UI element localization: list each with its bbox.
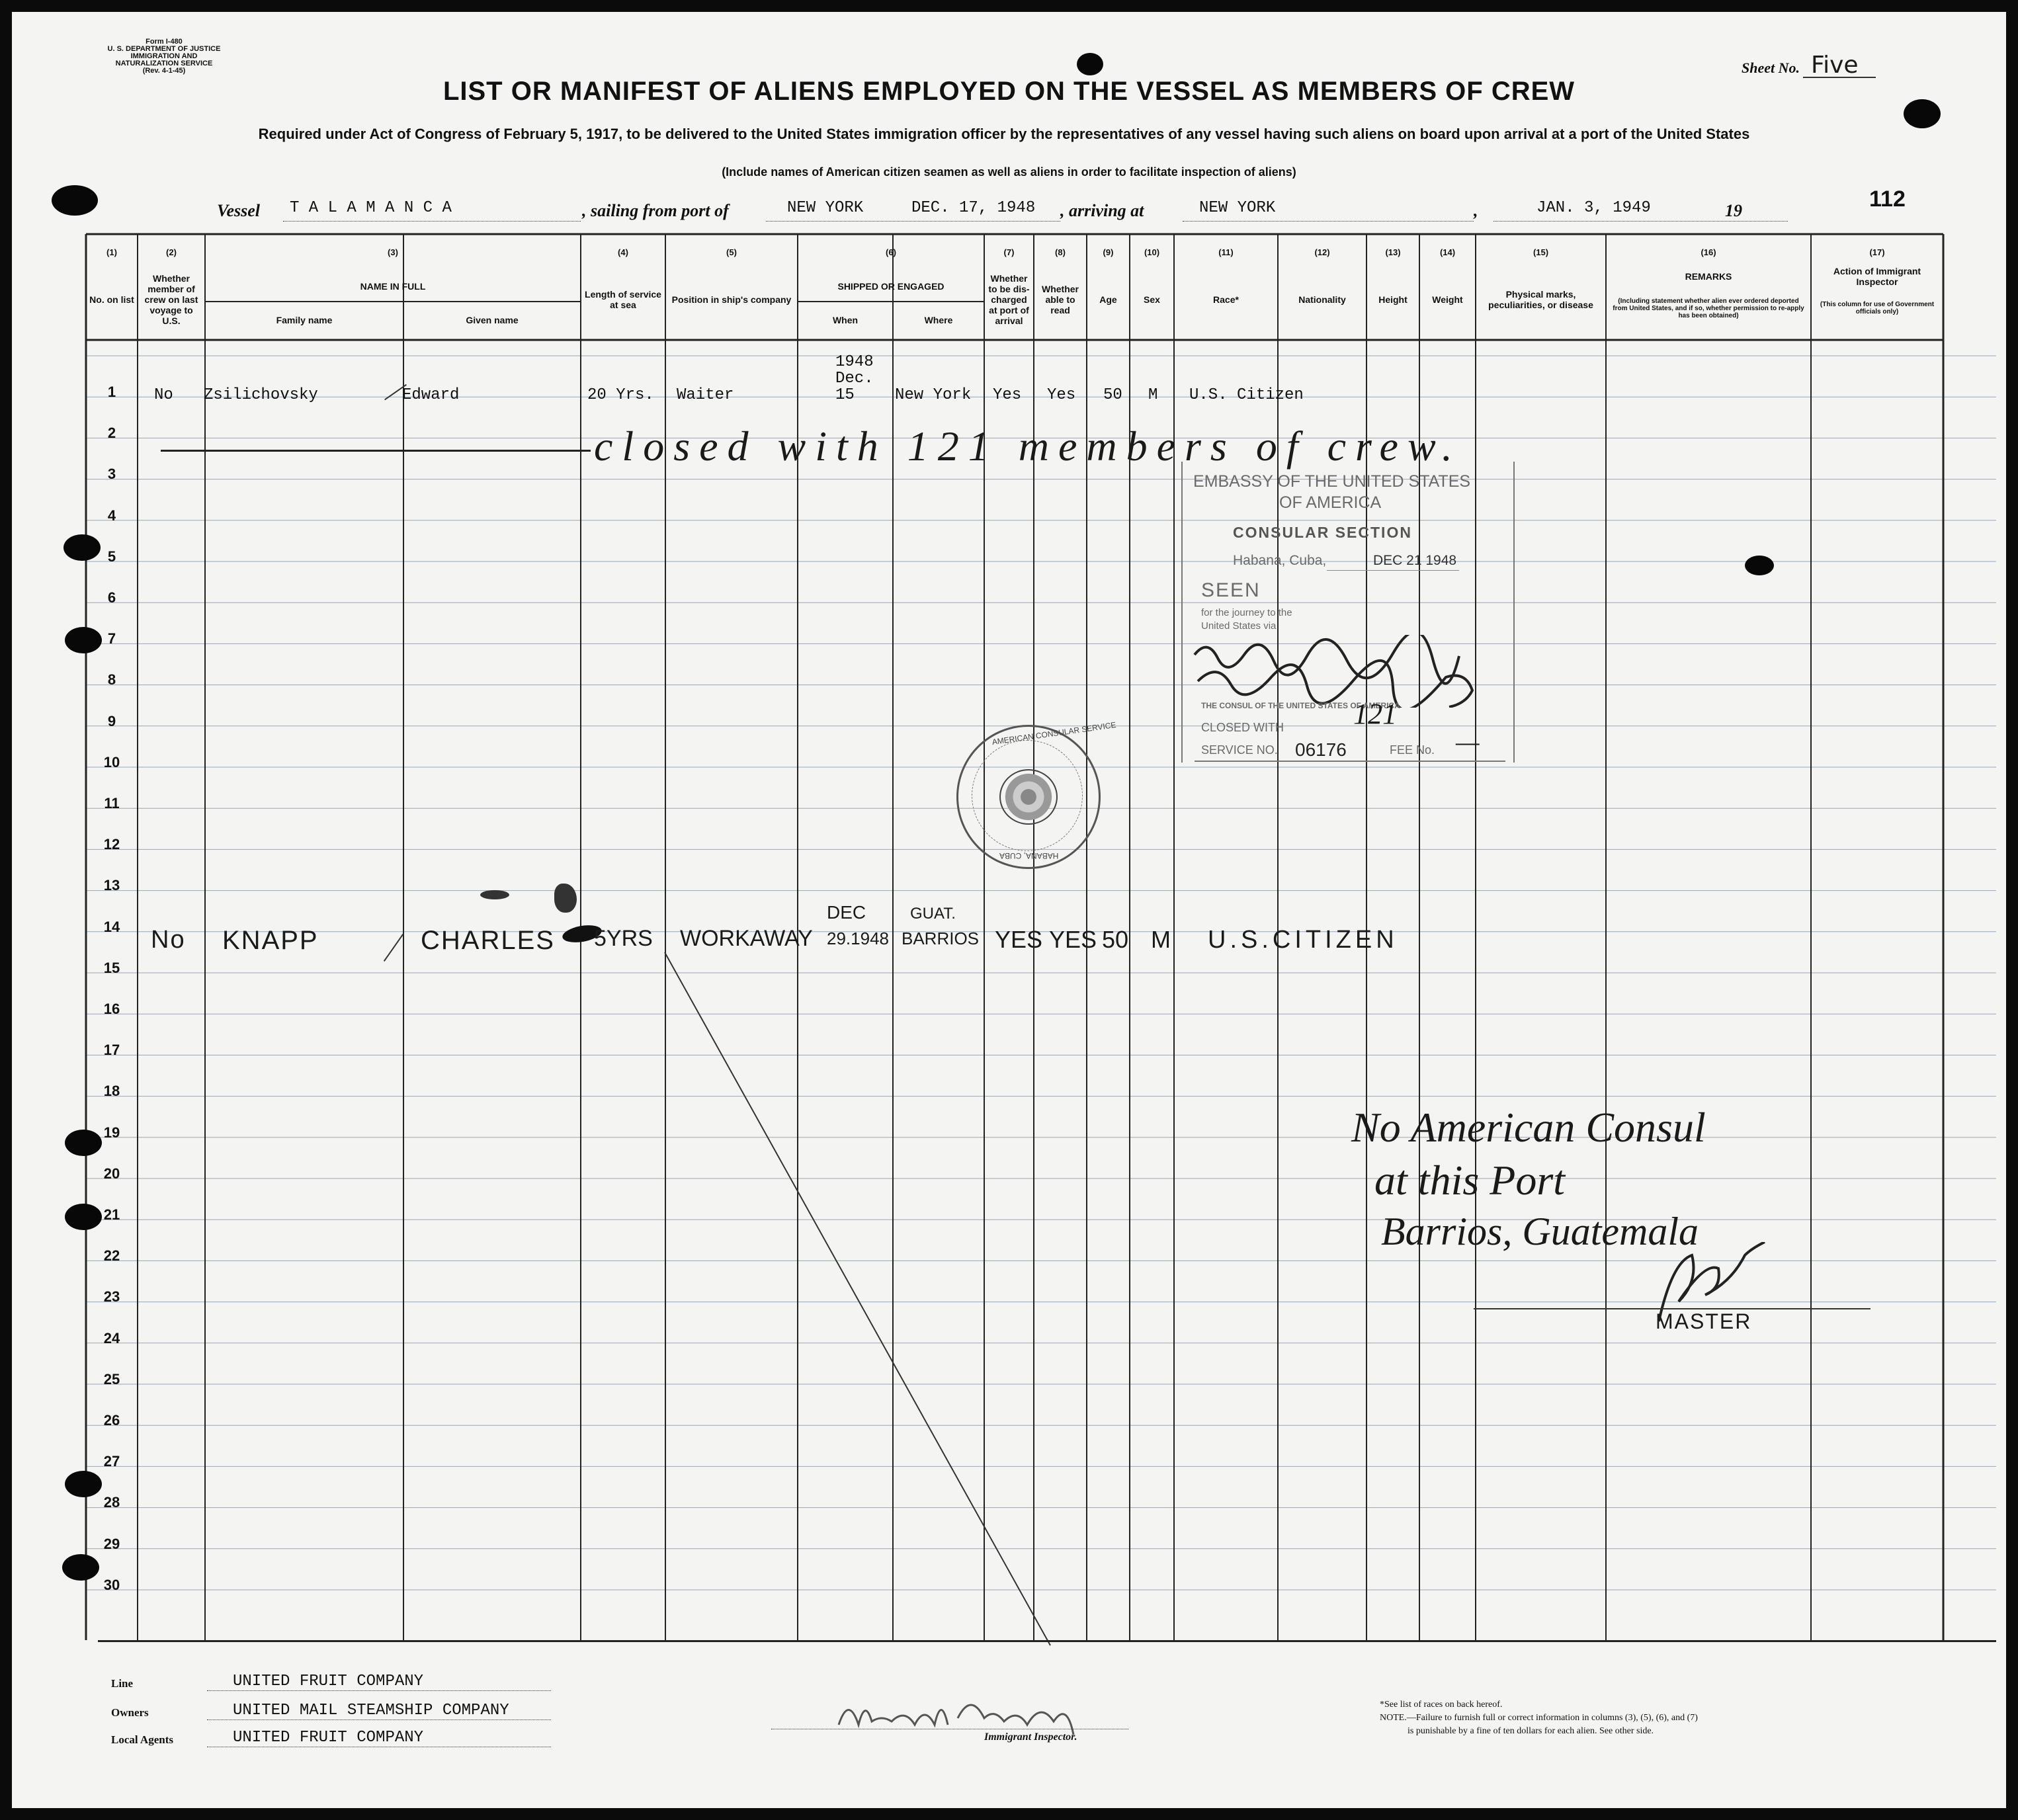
vessel-label: Vessel xyxy=(217,201,260,220)
column-header: Whether member of crew on last voyage to U.S. xyxy=(144,273,198,326)
owners-underline xyxy=(207,1719,551,1720)
row-number: 30 xyxy=(103,1576,120,1593)
stamp-line3: CONSULAR SECTION xyxy=(1233,524,1412,541)
stamp-service-no: 06176 xyxy=(1295,739,1347,760)
stamp-bottom-line xyxy=(1195,761,1505,762)
revision-date: (Rev. 4-1-45) xyxy=(142,67,186,75)
column-header: NAME IN FULL xyxy=(360,281,426,292)
row1-where: New York xyxy=(895,386,972,404)
row-number: 20 xyxy=(103,1165,120,1182)
row-number: 10 xyxy=(103,753,120,770)
column-number: (4) xyxy=(618,247,628,257)
row1-when-month: Dec. xyxy=(835,370,874,388)
stamp-date-underline xyxy=(1327,570,1459,571)
column-header: Nationality xyxy=(1298,294,1346,305)
row-number: 2 xyxy=(107,425,116,442)
column-header: No. on list xyxy=(89,294,134,305)
row1-when-day: 15 xyxy=(835,386,855,404)
column-subheader: Family name xyxy=(276,315,333,325)
punch-hole xyxy=(1904,99,1941,128)
stray-pen-line xyxy=(663,951,1060,1652)
master-label: MASTER xyxy=(1656,1309,1752,1333)
row-number: 1 xyxy=(107,384,116,400)
closing-line xyxy=(161,450,591,452)
seal-bottom-text: HABANA, CUBA xyxy=(999,851,1059,860)
sailing-underline xyxy=(766,221,1060,222)
owners-label: Owners xyxy=(111,1706,149,1719)
column-header-note: (Including statement whether alien ever ordered deported from United States, and if so, whether permission to re-apply has been obtained) xyxy=(1613,297,1804,319)
row14-given-name: CHARLES xyxy=(421,926,555,955)
row1-when-year: 1948 xyxy=(835,353,874,371)
arriving-port: NEW YORK xyxy=(1199,199,1276,217)
row-number: 4 xyxy=(107,507,116,524)
column-header-note: (This column for use of Government officials only) xyxy=(1820,301,1935,315)
row-number: 29 xyxy=(103,1535,120,1552)
row-number: 8 xyxy=(107,671,116,688)
column-number: (11) xyxy=(1218,247,1234,257)
form-subtitle: Required under Act of Congress of February 5, 1917, to be delivered to the United States immigration officer by the representatives of any vessel having such aliens on board upon arrival at a port of the United States xyxy=(258,126,1750,142)
row14-discharged: YES xyxy=(995,926,1043,953)
row1-discharged: Yes xyxy=(993,386,1022,404)
sailing-label: , sailing from port of xyxy=(582,201,729,220)
row-number: 27 xyxy=(103,1453,120,1470)
row-number: 3 xyxy=(107,466,116,483)
service-name: IMMIGRATION AND NATURALIZATION SERVICE xyxy=(115,52,213,67)
seal-outer-text: AMERICAN CONSULAR SERVICE xyxy=(991,720,1117,747)
year-prefix: 19 xyxy=(1725,201,1742,220)
row-number: 16 xyxy=(103,1001,120,1017)
master-note-line3: Barrios, Guatemala xyxy=(1381,1210,1699,1253)
row-number: 15 xyxy=(103,959,120,976)
stamp-fee-label: FEE No. xyxy=(1390,743,1435,757)
column-header: Length of service at sea xyxy=(585,289,661,310)
row-number: 25 xyxy=(103,1370,120,1387)
races-note: *See list of races on back hereof. xyxy=(1380,1700,1503,1710)
row-number: 14 xyxy=(103,918,120,935)
stamp-date: DEC 21 1948 xyxy=(1373,553,1457,568)
row14-age: 50 xyxy=(1102,926,1129,953)
column-number: (9) xyxy=(1103,247,1114,257)
column-number: (12) xyxy=(1314,247,1330,257)
row-number: 21 xyxy=(103,1206,120,1223)
row1-position: Waiter xyxy=(677,386,734,404)
column-header: Weight xyxy=(1432,294,1463,305)
ink-blot xyxy=(480,890,509,899)
stamp-line5: for the journey to the xyxy=(1201,607,1292,618)
row-number: 7 xyxy=(107,630,116,647)
row-number: 11 xyxy=(104,795,120,811)
stamp-seen: SEEN xyxy=(1201,579,1261,601)
arriving-underline xyxy=(1183,221,1474,222)
column-number: (10) xyxy=(1144,247,1160,257)
round-seal xyxy=(956,720,1117,869)
inspector-label: Immigrant Inspector. xyxy=(984,1731,1077,1743)
row1-service: 20 Yrs. xyxy=(587,386,654,404)
form-id xyxy=(105,38,224,75)
row1-given-name: Edward xyxy=(402,386,460,404)
sheet-number: Five xyxy=(1811,52,1859,79)
row1-family-name: Zsilichovsky xyxy=(204,386,318,404)
closing-note: closed with 121 members of crew. xyxy=(594,423,1462,470)
row-number: 18 xyxy=(103,1083,120,1100)
row1-read: Yes xyxy=(1047,386,1076,404)
fine-note-continued: is punishable by a fine of ten dollars for each alien. See other side. xyxy=(1408,1726,1654,1736)
row14-family-name: KNAPP xyxy=(222,926,319,955)
line-underline xyxy=(207,1690,551,1691)
row-number: 26 xyxy=(103,1412,120,1428)
column-header: Action of Immigrant Inspector xyxy=(1833,266,1921,287)
row-number: 5 xyxy=(107,548,116,565)
row-number: 6 xyxy=(107,589,116,606)
row-number: 13 xyxy=(103,877,120,894)
punch-hole xyxy=(65,1130,102,1156)
row1-race: U.S. Citizen xyxy=(1189,386,1304,404)
column-number: (8) xyxy=(1055,247,1066,257)
column-number: (1) xyxy=(106,247,117,257)
consular-stamp xyxy=(1181,462,1512,769)
eagle-emblem-icon xyxy=(999,769,1058,825)
sailing-port: NEW YORK xyxy=(787,199,864,217)
row-number: 22 xyxy=(103,1247,120,1264)
stamp-line4: Habana, Cuba, xyxy=(1233,553,1327,568)
row14-where-top: GUAT. xyxy=(910,905,956,923)
column-subheader: Given name xyxy=(466,315,519,325)
column-number: (16) xyxy=(1701,247,1716,257)
arrival-underline xyxy=(1493,221,1788,222)
column-number: (3) xyxy=(388,247,398,257)
row14-when-date: 29.1948 xyxy=(827,929,889,948)
row-number: 17 xyxy=(103,1042,120,1059)
stamp-closed-with: CLOSED WITH xyxy=(1201,721,1284,734)
column-header: Sex xyxy=(1144,294,1160,305)
page-number: 112 xyxy=(1869,186,1906,212)
manifest-sheet xyxy=(12,12,2006,1808)
row-number: 23 xyxy=(103,1288,120,1305)
sailing-date: DEC. 17, 1948 xyxy=(911,199,1036,217)
agents-value: UNITED FRUIT COMPANY xyxy=(233,1729,424,1747)
form-title: LIST OR MANIFEST OF ALIENS EMPLOYED ON THE VESSEL AS MEMBERS OF CREW xyxy=(442,77,1576,106)
column-header: Race* xyxy=(1213,294,1239,305)
row14-sex: M xyxy=(1151,926,1172,953)
column-subheader: Where xyxy=(924,315,953,325)
column-header: Position in ship's company xyxy=(671,294,792,305)
arriving-label: , arriving at xyxy=(1060,201,1144,220)
master-note-line1: No American Consul xyxy=(1351,1104,1706,1151)
column-subheader: When xyxy=(832,315,859,325)
stamp-fee-no: — xyxy=(1456,727,1480,757)
form-subtitle-note: (Include names of American citizen seamen as well as aliens in order to facilitate inspection of aliens) xyxy=(722,165,1296,179)
column-number: (15) xyxy=(1533,247,1549,257)
ink-blot xyxy=(1745,556,1774,575)
comma-separator: , xyxy=(1474,201,1478,220)
owners-value: UNITED MAIL STEAMSHIP COMPANY xyxy=(233,1702,509,1719)
sheet-label: Sheet No. xyxy=(1742,60,1800,76)
vessel-name: T A L A M A N C A xyxy=(290,199,452,217)
column-number: (7) xyxy=(1003,247,1015,257)
column-header: Height xyxy=(1378,294,1408,305)
footer-divider xyxy=(98,1640,1996,1642)
column-header: REMARKS xyxy=(1685,271,1732,282)
punch-hole xyxy=(62,1554,99,1581)
punch-hole xyxy=(52,185,98,216)
consul-signature xyxy=(1188,635,1505,708)
column-number: (2) xyxy=(166,247,177,257)
stamp-consul-line: THE CONSUL OF THE UNITED STATES OF AMERICA xyxy=(1201,701,1400,710)
row-number: 28 xyxy=(103,1494,120,1511)
fine-note: NOTE.—Failure to furnish full or correct information in columns (3), (5), (6), and (7) xyxy=(1380,1713,1698,1723)
punch-hole xyxy=(1077,53,1103,75)
column-header: Whether able to read xyxy=(1042,284,1079,315)
punch-hole xyxy=(65,627,102,653)
line-label: Line xyxy=(111,1677,134,1690)
row1-sex: M xyxy=(1148,386,1158,404)
column-header: Physical marks, peculiarities, or disease xyxy=(1488,289,1593,310)
row14-position: WORKAWAY xyxy=(680,926,813,951)
column-number: (6) xyxy=(886,247,896,257)
column-number: (13) xyxy=(1385,247,1401,257)
vessel-underline xyxy=(283,221,581,222)
row-number: 24 xyxy=(103,1329,120,1346)
row14-read: YES xyxy=(1049,926,1097,953)
column-header: SHIPPED OR ENGAGED xyxy=(837,281,945,292)
stamp-line1: EMBASSY OF THE UNITED STATES xyxy=(1193,472,1471,491)
row14-crew: No xyxy=(151,926,186,954)
department-name: U. S. DEPARTMENT OF JUSTICE xyxy=(107,45,221,53)
stamp-closed-value: 121 xyxy=(1353,698,1397,730)
row14-race: U.S.CITIZEN xyxy=(1208,926,1398,954)
row1-crew: No xyxy=(154,386,173,404)
row-number: 19 xyxy=(103,1124,120,1141)
stamp-line2: OF AMERICA xyxy=(1279,493,1382,512)
punch-hole xyxy=(65,1204,102,1230)
stamp-service-label: SERVICE NO. xyxy=(1201,743,1278,757)
row14-when-month: DEC xyxy=(827,902,866,923)
column-header: Whether to be dis-charged at port of arrival xyxy=(988,273,1030,326)
row1-age: 50 xyxy=(1103,386,1122,404)
punch-hole xyxy=(65,1471,102,1497)
column-number: (17) xyxy=(1869,247,1885,257)
form-number: Form I-480 xyxy=(146,38,183,46)
arrival-date: JAN. 3, 1949 xyxy=(1536,199,1651,217)
agents-label: Local Agents xyxy=(111,1733,173,1746)
ink-blot xyxy=(554,884,577,913)
row14-where: BARRIOS xyxy=(902,929,980,948)
row-number: 9 xyxy=(107,712,116,729)
column-header: Age xyxy=(1099,294,1117,305)
row-number: 12 xyxy=(103,836,120,853)
column-number: (14) xyxy=(1439,247,1456,257)
line-value: UNITED FRUIT COMPANY xyxy=(233,1673,424,1690)
row14-service: 5YRS xyxy=(594,926,653,951)
master-note-line2: at this Port xyxy=(1374,1157,1566,1204)
punch-hole xyxy=(63,534,101,561)
stamp-line6: United States via xyxy=(1201,620,1277,632)
column-number: (5) xyxy=(726,247,737,257)
